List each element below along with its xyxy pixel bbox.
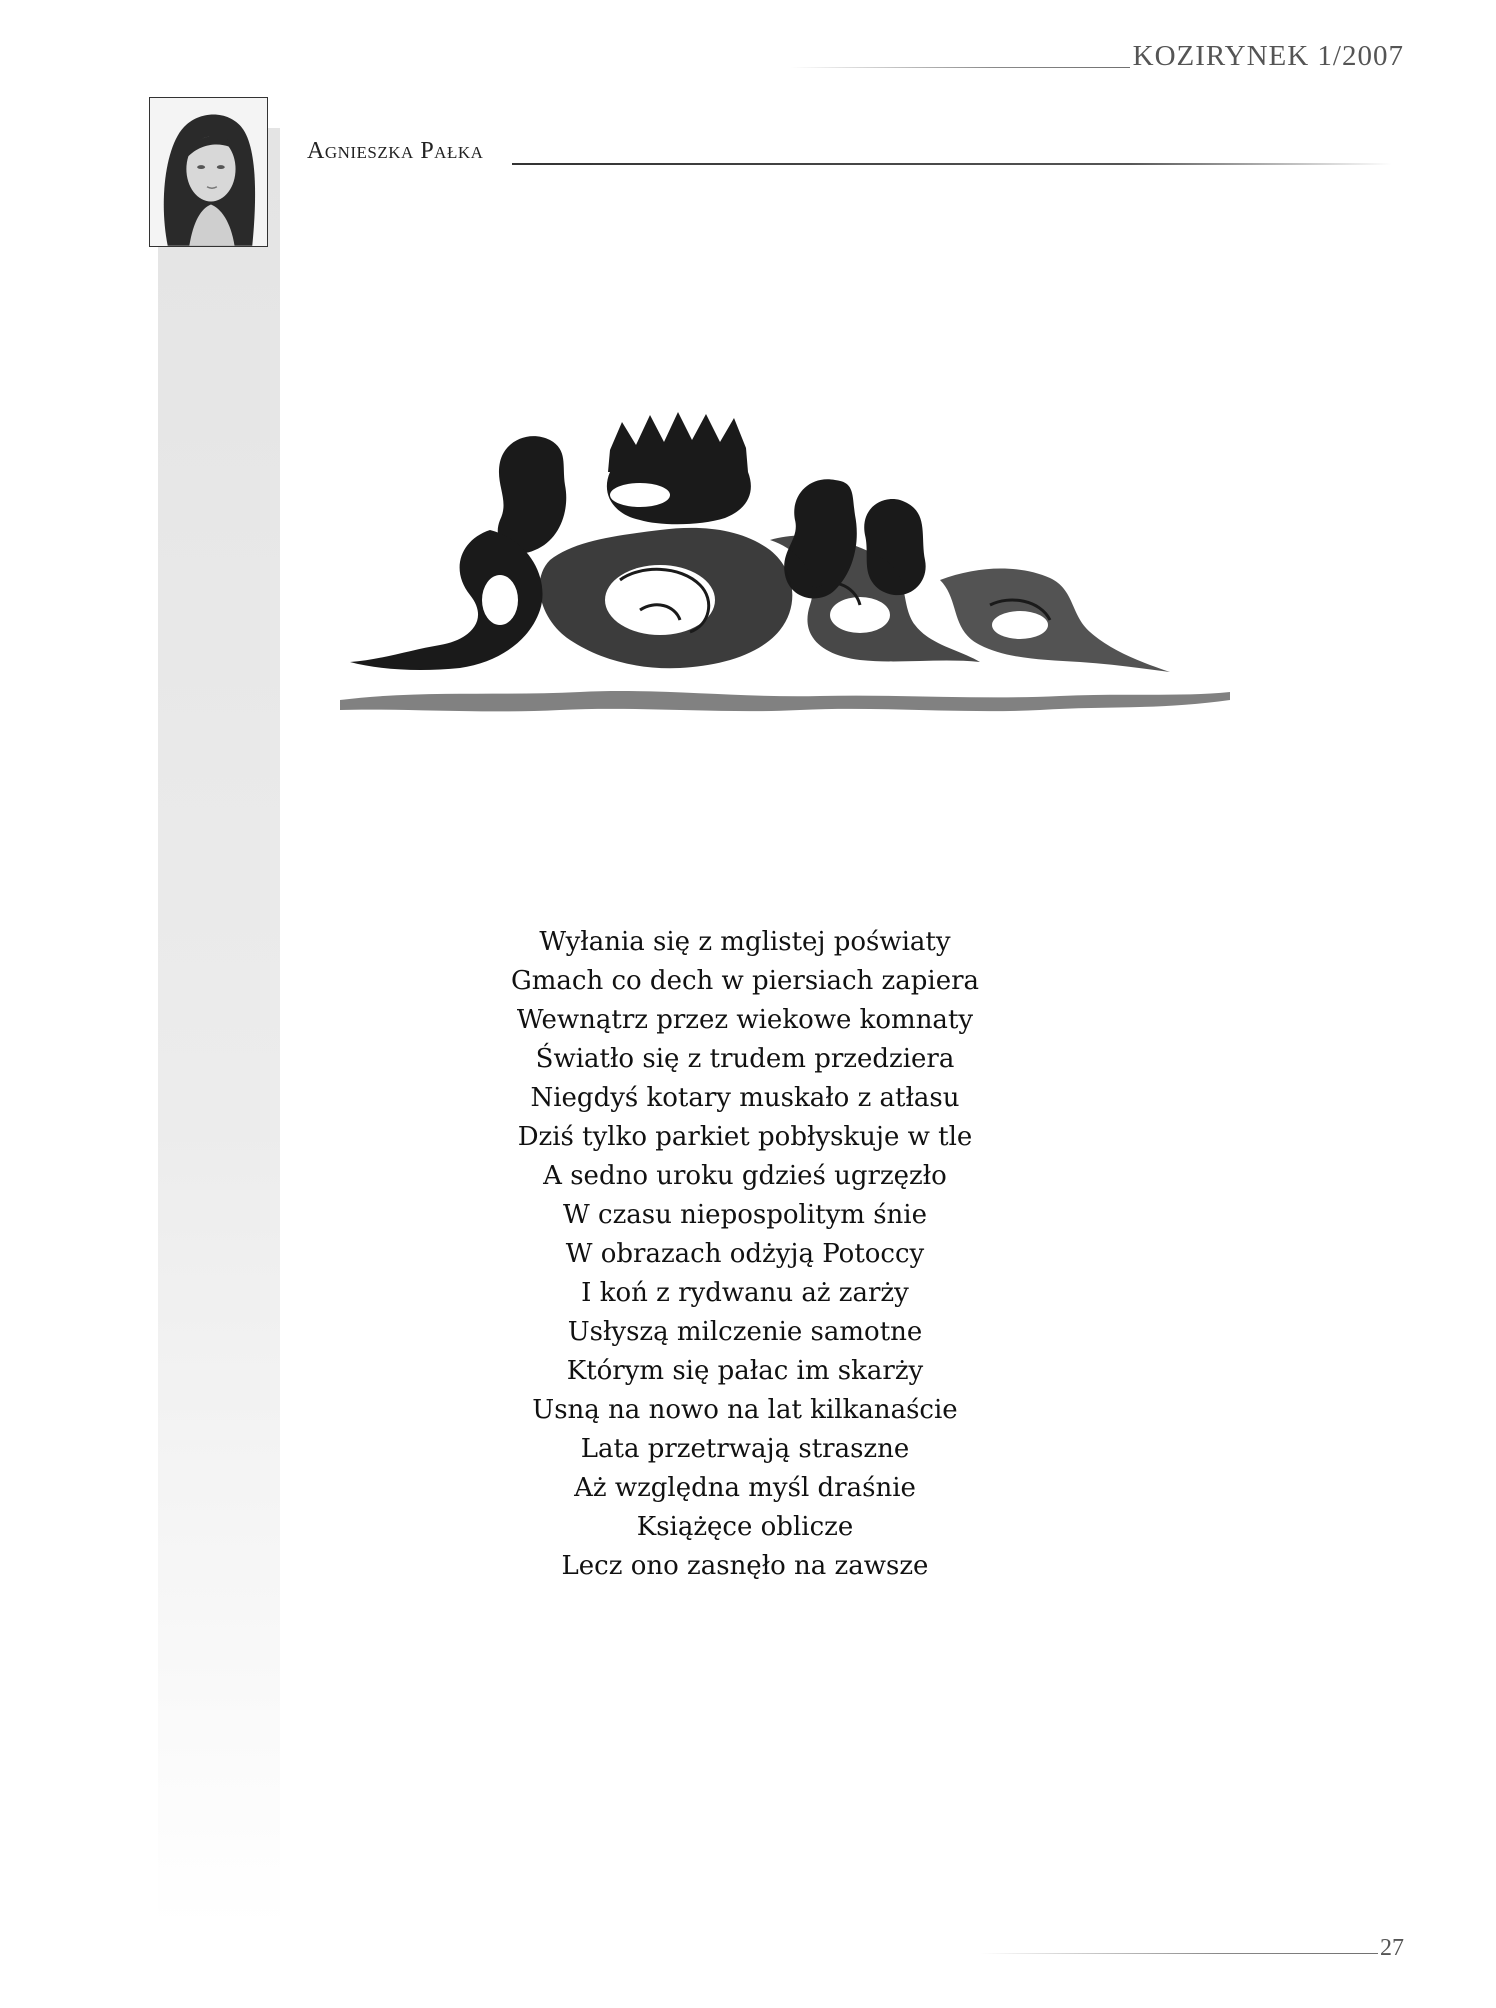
poem-line: Gmach co dech w piersiach zapiera — [510, 966, 980, 996]
poem-line: Którym się pałac im skarży — [566, 1356, 924, 1386]
poem-line: Usłyszą milczenie samotne — [567, 1317, 923, 1347]
header-rule — [790, 67, 1130, 68]
author-name: Agnieszka Pałka — [307, 138, 484, 164]
poem-line: Wewnątrz przez wiekowe komnaty — [516, 1005, 974, 1035]
poem-line: Dziś tylko parkiet pobłyskuje w tle — [517, 1122, 973, 1152]
page-number: 27 — [1380, 1935, 1404, 1961]
baroque-ornament-image — [340, 400, 1230, 750]
side-band — [158, 128, 280, 1928]
poem-line: Książęce oblicze — [636, 1512, 854, 1542]
poem-line: Lecz ono zasnęło na zawsze — [561, 1551, 929, 1581]
poem-line: W czasu niepospolitym śnie — [563, 1200, 927, 1230]
poem-line: Niegdyś kotary muskało z atłasu — [530, 1083, 960, 1113]
poem-line: Usną na nowo na lat kilkanaście — [532, 1395, 958, 1425]
poem-line: Wyłania się z mglistej poświaty — [539, 927, 951, 957]
author-rule — [512, 163, 1392, 165]
poem-line: Aż względna myśl draśnie — [574, 1473, 916, 1503]
author-photo — [149, 97, 268, 247]
poem — [400, 923, 1090, 1586]
poem-line: Światło się z trudem przedziera — [535, 1044, 955, 1074]
poem-line: I koń z rydwanu aż zarży — [581, 1278, 909, 1308]
poem-line: Lata przetrwają straszne — [580, 1434, 910, 1464]
poem-line: W obrazach odżyją Potoccy — [565, 1239, 925, 1269]
footer-rule — [980, 1953, 1378, 1954]
magazine-issue: KOZIRYNEK 1/2007 — [1132, 40, 1404, 72]
poem-line: A sedno uroku gdzieś ugrzęzło — [543, 1161, 947, 1191]
